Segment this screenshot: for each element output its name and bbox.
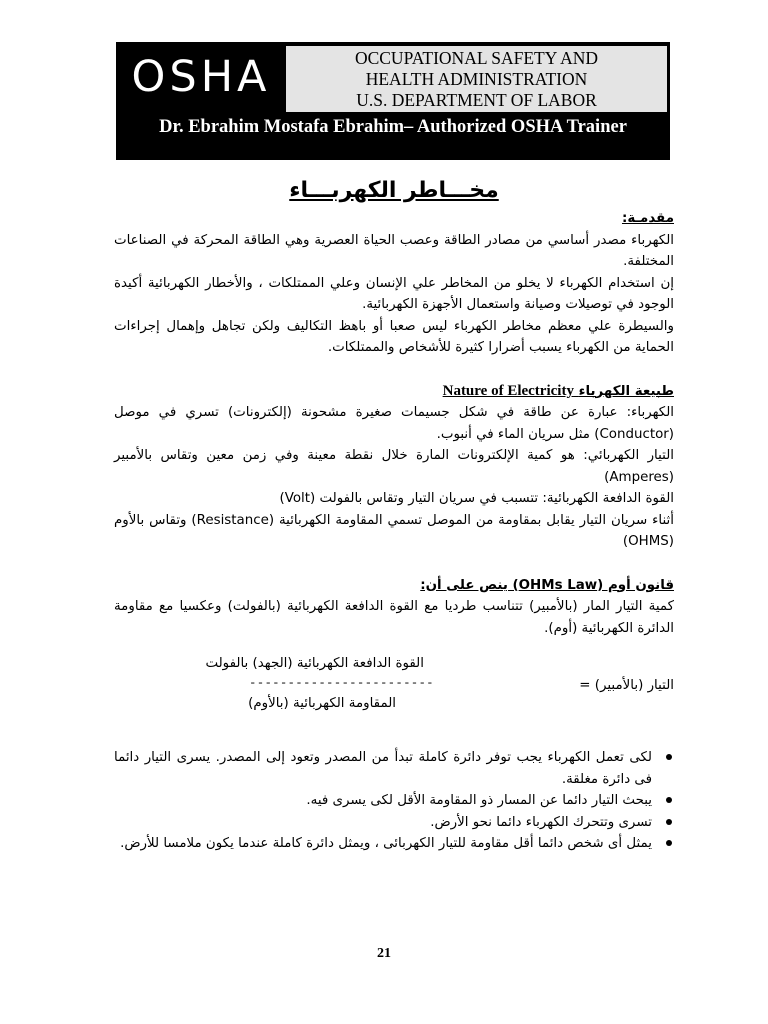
bullet-text: تسرى وتتحرك الكهرباء دائما نحو الأرض.: [430, 814, 652, 830]
list-item: [114, 812, 652, 834]
formula-fraction-line: ------------------------: [249, 676, 434, 690]
bullet-text: يمثل أى شخص دائما أقل مقاومة للتيار الكهربائى ، ويمثل دائرة كاملة عندما يكون ملامسا للأرض.: [120, 836, 652, 851]
nature-paragraph-2: التيار الكهربائي: هو كمية الإلكترونات المارة خلال نقطة معينة وفي زمن معين وتقاس بالأمبير (Amperes): [114, 448, 674, 485]
ohms-heading: قانون أوم (OHMs Law) ينص على أن:: [420, 577, 674, 593]
page-title: مخـــاطر الكهربـــاء: [289, 178, 499, 203]
formula-lhs: التيار (بالأمبير) =: [579, 678, 674, 693]
bullet-icon: [666, 754, 672, 760]
nature-paragraph-3: القوة الدافعة الكهربائية: تتسبب في سريان التيار وتقاس بالفولت (Volt): [279, 491, 674, 506]
trainer-line: Dr. Ebrahim Mostafa Ebrahim– Authorized OSHA Trainer: [159, 117, 627, 137]
osha-logo: OSHA: [131, 52, 271, 102]
nature-heading-ar: طبيعة الكهرباء: [578, 383, 674, 399]
formula-denominator: المقاومة الكهربائية (بالأوم): [248, 696, 396, 711]
nature-heading: [114, 381, 674, 403]
agency-line-3: U.S. DEPARTMENT OF LABOR: [356, 89, 597, 110]
intro-paragraph-1: الكهرباء مصدر أساسي من مصادر الطاقة وعصب الحياة العصرية وهي الطاقة المحركة في الصناعات المختلفة.: [114, 232, 674, 269]
bullet-text: لكى تعمل الكهرباء يجب توفر دائرة كاملة تبدأ من المصدر وتعود إلى المصدر. يسرى التيار دائما فى دائرة مغلقة.: [114, 750, 652, 787]
agency-box: [286, 46, 667, 112]
page-number: 21: [377, 946, 391, 961]
agency-line-2: HEALTH ADMINISTRATION: [365, 68, 588, 89]
agency-line-1: OCCUPATIONAL SAFETY AND: [354, 47, 599, 68]
list-item: [114, 747, 652, 790]
intro-paragraph-2: إن استخدام الكهرباء لا يخلو من المخاطر علي الإنسان وعلي الممتلكات ، والأخطار الكهربائية أكيدة الوجود في توصيلات وصيانة واستعمال الأجهزة الكهربائية.: [114, 275, 674, 312]
ohms-formula: [114, 653, 674, 731]
intro-paragraph-3: والسيطرة علي معظم مخاطر الكهرباء ليس صعبا أو باهظ التكاليف ولكن تجاهل وإهمال إجراءات الحماية من الكهرباء يسبب أضرارا كثيرة للأشخاص والممتلكات.: [114, 318, 674, 355]
bullet-icon: [666, 819, 672, 825]
ohms-paragraph: كمية التيار المار (بالأمبير) تتناسب طرديا مع القوة الدافعة الكهربائية (بالفولت) وعكسيا مع مقاومة الدائرة الكهربائية (أوم).: [114, 599, 674, 636]
bullet-list: [114, 747, 674, 855]
formula-numerator: القوة الدافعة الكهربائية (الجهد) بالفولت: [205, 656, 424, 671]
list-item: [114, 790, 652, 812]
intro-heading: مقدمـة:: [621, 211, 674, 226]
nature-heading-en: Nature of Electricity: [442, 382, 574, 399]
bullet-text: يبحث التيار دائما عن المسار ذو المقاومة الأقل لكى يسرى فيه.: [306, 793, 652, 808]
document-header: [116, 42, 670, 160]
bullet-icon: [666, 840, 672, 846]
nature-paragraph-4: أثناء سريان التيار يقابل بمقاومة من الموصل تسمي المقاومة الكهربائية (Resistance) وتقاس بالأوم (OHMS): [114, 512, 674, 549]
nature-paragraph-1: الكهرباء: عبارة عن طاقة في شكل جسيمات صغيرة مشحونة (إلكترونات) تسري في موصل (Conductor) مثل سريان الماء في أنبوب.: [114, 405, 674, 442]
list-item: [114, 833, 652, 855]
bullet-icon: [666, 797, 672, 803]
document-body: [114, 172, 674, 855]
